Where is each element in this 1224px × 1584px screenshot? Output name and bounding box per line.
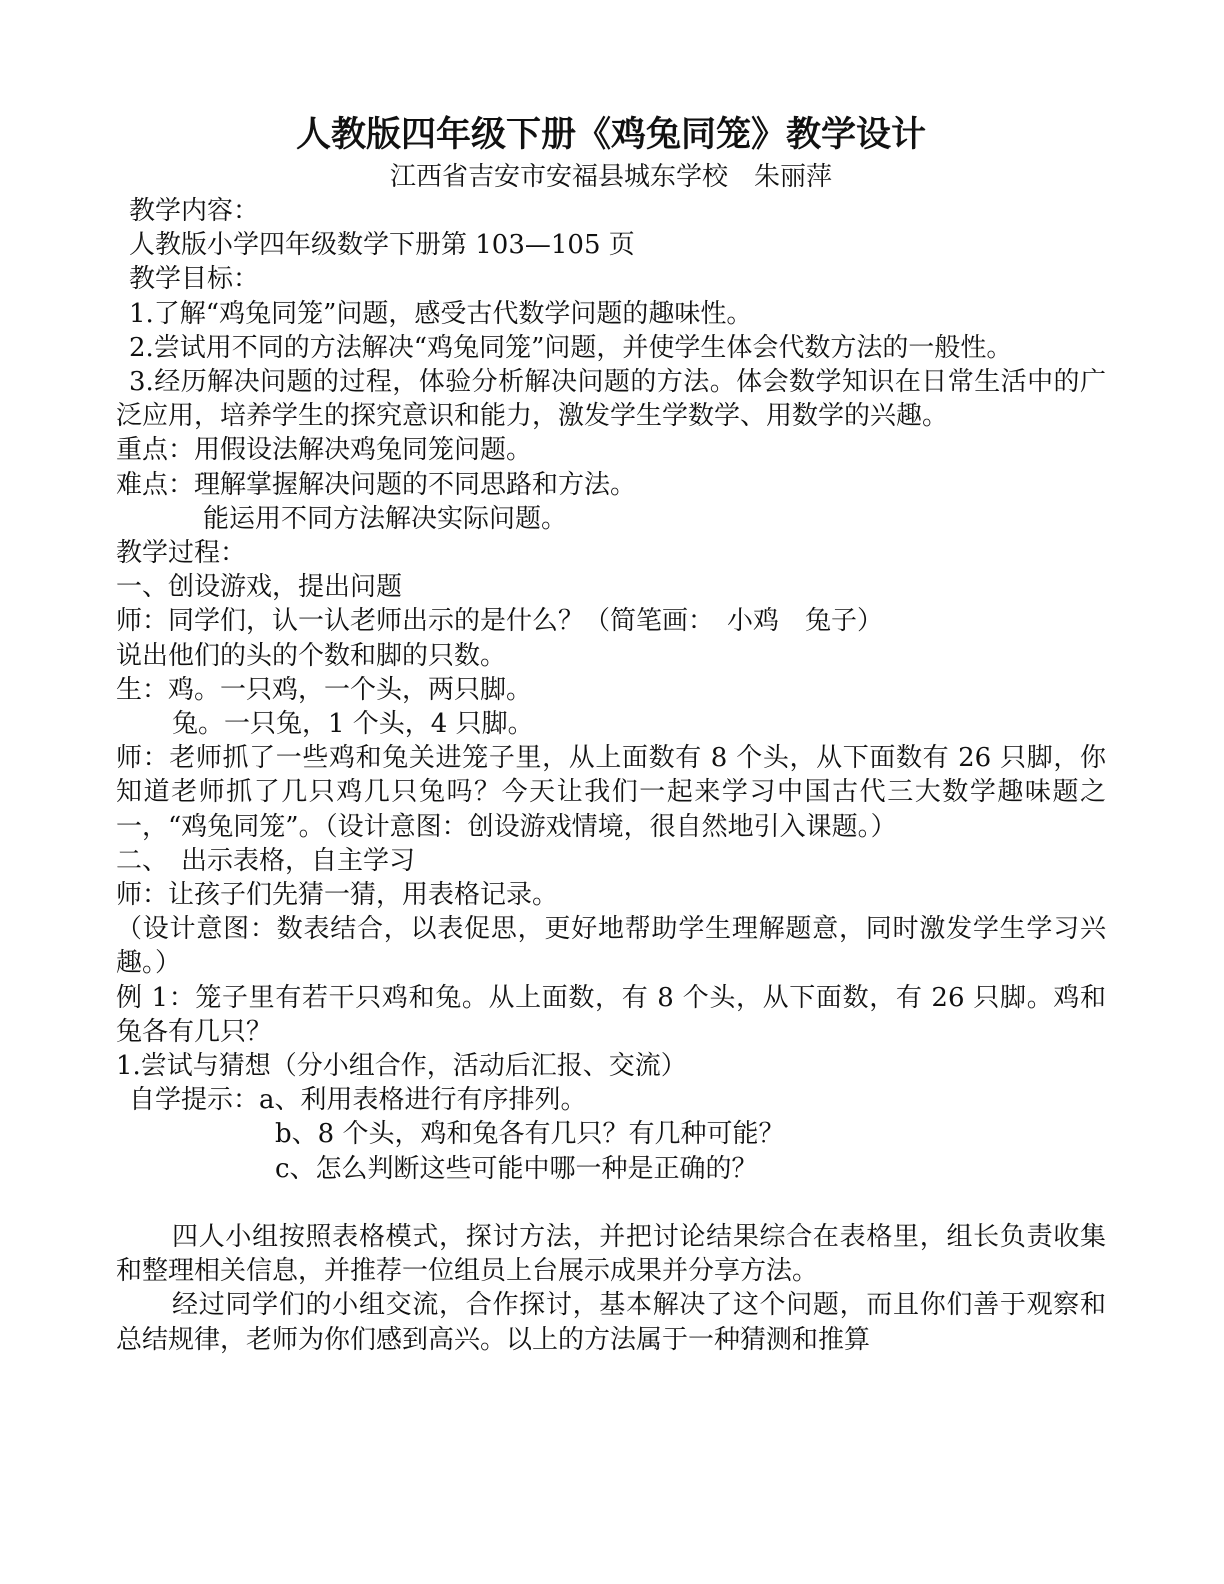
example-1: 例 1：笼子里有若干只鸡和兔。从上面数，有 8 个头，从下面数，有 26 只脚。鸡和兔各有几只？	[116, 982, 1106, 1047]
document-author: 江西省吉安市安福县城东学校 朱丽萍	[389, 162, 832, 192]
objective-2: 2.尝试用不同的方法解决“鸡兔同笼”问题，并使学生体会代数方法的一般性。	[129, 332, 1013, 363]
key-point: 重点：用假设法解决鸡兔同笼问题。	[116, 435, 533, 466]
teacher-line-3: 师：让孩子们先猜一猜，用表格记录。	[116, 880, 559, 911]
teacher-line-1b: 说出他们的头的个数和脚的只数。	[116, 640, 507, 671]
teacher-line-1: 师：同学们，认一认老师出示的是什么？（简笔画： 小鸡 兔子）	[116, 606, 884, 637]
objectives-heading: 教学目标：	[129, 264, 260, 295]
section-1-heading: 一、创设游戏，提出问题	[116, 572, 403, 603]
content-heading: 教学内容：	[129, 196, 260, 226]
objective-3: 3.经历解决问题的过程，体验分析解决问题的方法。体会数学知识在日常生活中的广泛应用，培养学生的探究意识和能力，激发学生学数学、用数学的兴趣。	[116, 367, 1106, 432]
content-text: 人教版小学四年级数学下册第 103—105 页	[129, 230, 635, 261]
student-line-1: 生：鸡。一只鸡，一个头，两只脚。	[116, 674, 533, 705]
paragraph-1: 四人小组按照表格模式，探讨方法，并把讨论结果综合在表格里，组长负责收集和整理相关信息，并推荐一位组员上台展示成果并分享方法。	[116, 1222, 1106, 1287]
difficulty-2: 能运用不同方法解决实际问题。	[203, 503, 568, 534]
difficulty-1: 难点：理解掌握解决问题的不同思路和方法。	[116, 469, 637, 500]
hint-b: b、8 个头，鸡和兔各有几只？有几种可能？	[275, 1119, 785, 1150]
blank-line	[116, 1186, 1106, 1220]
paragraph-2: 经过同学们的小组交流，合作探讨，基本解决了这个问题，而且你们善于观察和总结规律，老师为你们感到高兴。以上的方法属于一种猜测和推算	[116, 1290, 1106, 1355]
step-1: 1.尝试与猜想（分小组合作，活动后汇报、交流）	[116, 1051, 687, 1082]
student-line-2: 兔。一只兔，1 个头，4 只脚。	[172, 709, 534, 740]
document-page	[116, 110, 1106, 1357]
hint-c: c、怎么判断这些可能中哪一种是正确的？	[275, 1153, 758, 1184]
document-title: 人教版四年级下册《鸡兔同笼》教学设计	[295, 115, 926, 155]
section-2-heading: 二、 出示表格，自主学习	[116, 845, 416, 876]
process-heading: 教学过程：	[116, 538, 247, 569]
objective-1: 1.了解“鸡兔同笼”问题，感受古代数学问题的趣味性。	[129, 298, 753, 329]
teacher-line-2: 师：老师抓了一些鸡和兔关进笼子里，从上面数有 8 个头，从下面数有 26 只脚，你知道老师抓了几只鸡几只兔吗？今天让我们一起来学习中国古代三大数学趣味题之一，“鸡兔同笼”。（设计意图：创设游戏情境，很自然地引入课题。）	[116, 743, 1106, 842]
hint-a: 自学提示：a、利用表格进行有序排列。	[129, 1085, 587, 1116]
design-intent: （设计意图：数表结合，以表促思，更好地帮助学生理解题意，同时激发学生学习兴趣。）	[116, 914, 1106, 979]
